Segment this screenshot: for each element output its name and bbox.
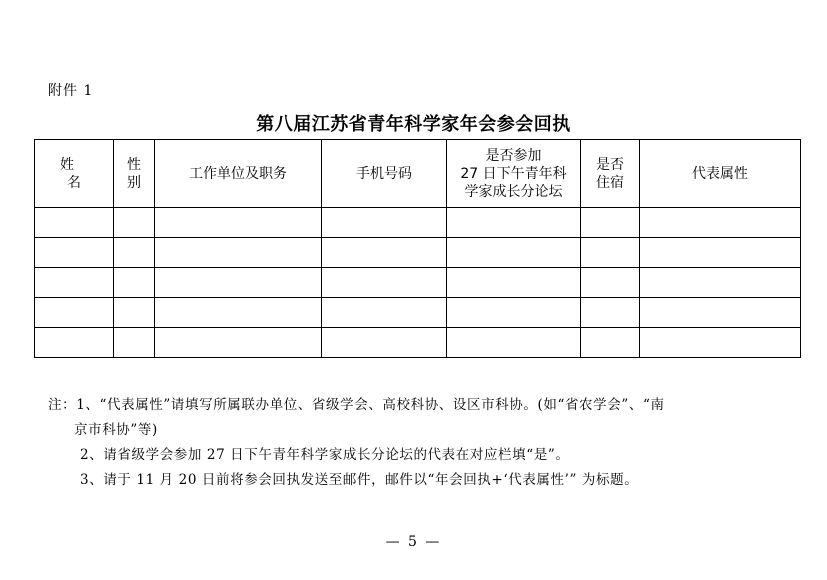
attachment-label: 附件 1: [48, 83, 94, 99]
registration-table: [34, 139, 801, 358]
cell-lodging[interactable]: [581, 268, 640, 298]
table-row: [35, 268, 801, 298]
note-2: 2、请省级学会参加 27 日下午青年科学家成长分论坛的代表在对应栏填“是”。: [80, 447, 570, 463]
cell-lodging[interactable]: [581, 328, 640, 358]
cell-phone[interactable]: [322, 328, 447, 358]
cell-representative[interactable]: [640, 328, 801, 358]
cell-representative[interactable]: [640, 298, 801, 328]
cell-gender[interactable]: [114, 298, 155, 328]
cell-forum[interactable]: [447, 208, 581, 238]
notes-section: [48, 393, 793, 493]
cell-lodging[interactable]: [581, 238, 640, 268]
cell-gender[interactable]: [114, 268, 155, 298]
cell-forum[interactable]: [447, 268, 581, 298]
header-forum: 是否参加 27 日下午青年科 学家成长分论坛: [447, 140, 581, 208]
table-row: [35, 298, 801, 328]
table-header-row: [35, 140, 801, 208]
cell-work-unit[interactable]: [155, 268, 322, 298]
cell-representative[interactable]: [640, 208, 801, 238]
cell-phone[interactable]: [322, 238, 447, 268]
cell-phone[interactable]: [322, 298, 447, 328]
cell-phone[interactable]: [322, 208, 447, 238]
cell-lodging[interactable]: [581, 298, 640, 328]
header-work-unit: 工作单位及职务: [155, 140, 322, 208]
page-title: 第八届江苏省青年科学家年会参会回执: [256, 114, 571, 135]
cell-gender[interactable]: [114, 238, 155, 268]
table-row: [35, 238, 801, 268]
note-1-line-2: 京市科协”等): [74, 422, 158, 438]
cell-name[interactable]: [35, 298, 114, 328]
header-name: 姓 名: [35, 140, 114, 208]
note-1-line-1: 注：1、“代表属性”请填写所属联办单位、省级学会、高校科协、设区市科协。(如“省农学会”、“南: [48, 397, 665, 413]
cell-name[interactable]: [35, 208, 114, 238]
cell-work-unit[interactable]: [155, 328, 322, 358]
header-representative: 代表属性: [640, 140, 801, 208]
header-gender: 性 别: [114, 140, 155, 208]
cell-name[interactable]: [35, 238, 114, 268]
cell-representative[interactable]: [640, 238, 801, 268]
table-row: [35, 328, 801, 358]
cell-forum[interactable]: [447, 328, 581, 358]
cell-forum[interactable]: [447, 298, 581, 328]
header-lodging: 是否 住宿: [581, 140, 640, 208]
cell-gender[interactable]: [114, 328, 155, 358]
cell-work-unit[interactable]: [155, 298, 322, 328]
cell-forum[interactable]: [447, 238, 581, 268]
table-row: [35, 208, 801, 238]
cell-work-unit[interactable]: [155, 208, 322, 238]
cell-phone[interactable]: [322, 268, 447, 298]
note-3: 3、请于 11 月 20 日前将参会回执发送至邮件，邮件以“年会回执+‘代表属性’” 为标题。: [80, 472, 639, 488]
cell-lodging[interactable]: [581, 208, 640, 238]
cell-gender[interactable]: [114, 208, 155, 238]
cell-representative[interactable]: [640, 268, 801, 298]
cell-name[interactable]: [35, 268, 114, 298]
page-number: — 5 —: [385, 534, 442, 550]
cell-name[interactable]: [35, 328, 114, 358]
cell-work-unit[interactable]: [155, 238, 322, 268]
header-phone: 手机号码: [322, 140, 447, 208]
